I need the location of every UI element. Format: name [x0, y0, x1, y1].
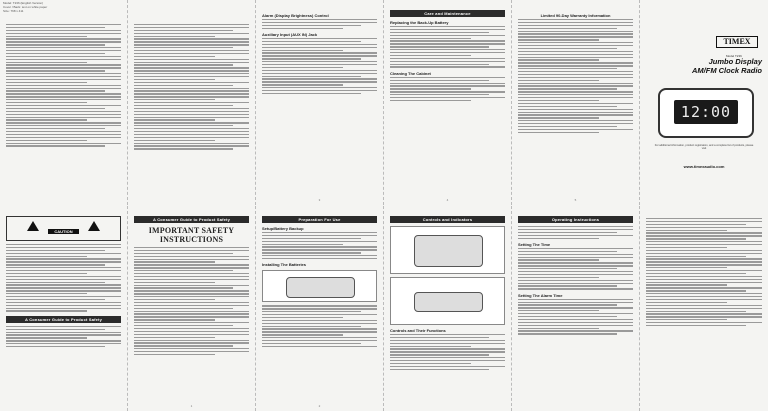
section-heading: Controls and Their Functions: [390, 328, 446, 333]
bottom-row: [0, 206, 768, 411]
section-heading: Cleaning The Cabinet: [390, 70, 431, 76]
panel-setting-time: [0, 0, 128, 205]
panel-operating: [512, 206, 640, 411]
section-header-bar: Preparation For Use: [262, 216, 377, 223]
page-number: 4: [446, 198, 449, 202]
section-heading: Setting The Alarm Time: [518, 292, 563, 298]
page-number: 2: [318, 404, 321, 408]
panel-caution: [0, 206, 128, 411]
section-heading: Alarm (Display Brightness) Control: [262, 13, 329, 18]
panel-display-and-aux: [256, 0, 384, 205]
section-header-bar: Care and Maintenance: [390, 10, 505, 17]
panel-care: [384, 0, 512, 205]
section-heading: Installing The Batteries: [262, 262, 307, 268]
panel-controls: [384, 206, 512, 411]
caution-box: [6, 216, 121, 241]
panel-cover: [640, 0, 768, 205]
panel-alarm-operation: [128, 0, 256, 205]
print-spec: Model: T236 (English Version) Cover / Back: text on white paper Size: 768 x 411: [3, 1, 48, 13]
panel-warranty: [512, 0, 640, 205]
caution-label: CAUTION: [48, 229, 78, 234]
section-heading: Setup/Battery Backup: [262, 226, 304, 231]
section-heading: Auxiliary Input (AUX IN) Jack: [262, 31, 318, 37]
panel-operating-cont: [640, 206, 768, 411]
page-number: 3: [318, 198, 321, 202]
safety-title: IMPORTANT SAFETY INSTRUCTIONS: [148, 226, 235, 244]
section-heading: Limited 90-Day Warranty Information: [540, 13, 611, 18]
clock-radio-illustration: [658, 88, 754, 138]
top-row: [0, 0, 768, 205]
section-header-bar: A Consumer Guide to Product Safety: [134, 216, 249, 223]
clock-display: 12:00: [674, 100, 738, 124]
section-heading: Replacing the Back-Up Battery: [390, 20, 449, 25]
timex-logo: TIMEX: [716, 36, 758, 48]
battery-figure: [262, 270, 377, 302]
model-number: Model T236: [726, 54, 742, 58]
section-header-bar: A Consumer Guide to Product Safety: [6, 316, 121, 323]
panel-preparation: [256, 206, 384, 411]
product-title: Jumbo Display AM/FM Clock Radio: [691, 57, 762, 75]
lightning-warning-icon: [27, 221, 39, 231]
rear-panel-diagram: [390, 277, 505, 325]
page-number: 1: [190, 404, 193, 408]
panel-safety: [128, 206, 256, 411]
text-block: [134, 24, 249, 150]
exclamation-warning-icon: [88, 221, 100, 231]
section-header-bar: Operating Instructions: [518, 216, 633, 223]
page-number: 5: [574, 198, 577, 202]
section-heading: Setting The Time: [518, 241, 551, 247]
section-header-bar: Controls and Indicators: [390, 216, 505, 223]
text-block: [6, 24, 121, 147]
website-url: www.timexaudio.com: [683, 164, 725, 169]
cover-note: For additional information, product registration, and a complete list of products, please visit: [654, 144, 754, 150]
controls-diagram: [390, 226, 505, 274]
